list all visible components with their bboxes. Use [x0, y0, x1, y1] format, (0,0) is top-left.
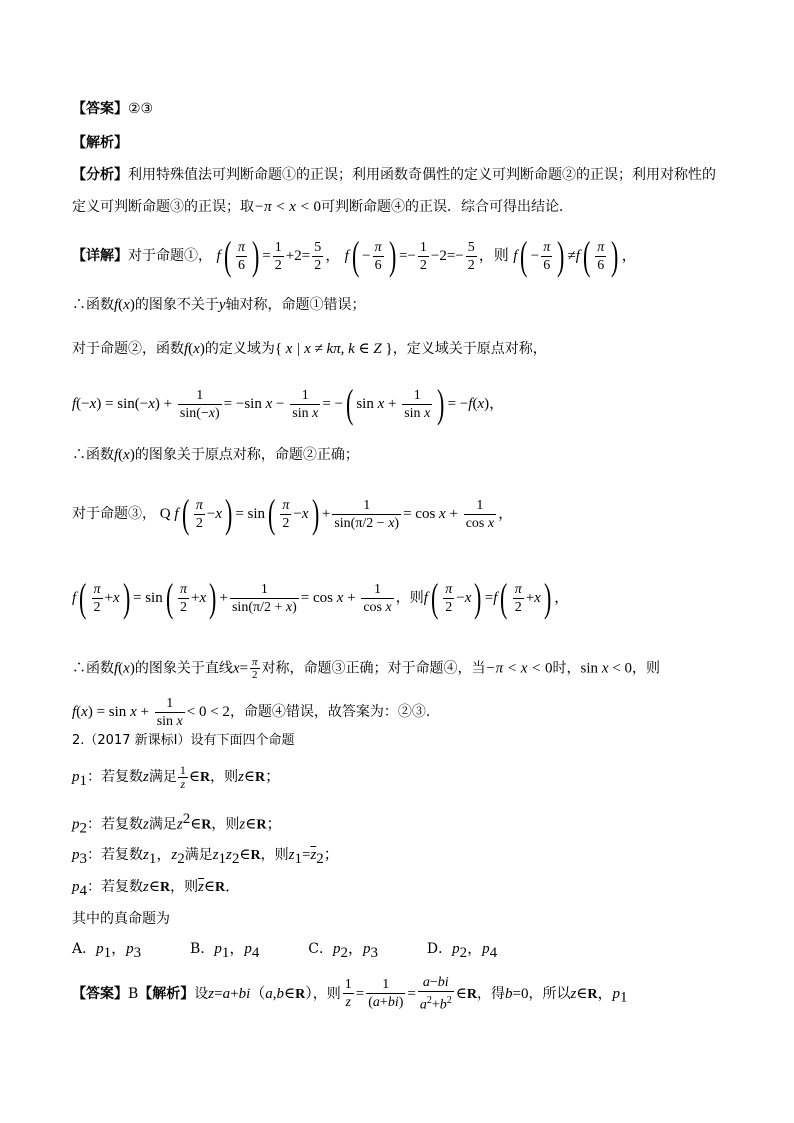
answer2-value: B — [128, 985, 139, 1002]
answer-1 — [72, 100, 153, 119]
s6-text4: ，则 — [631, 660, 660, 677]
q2-p2: $p_2$：若复数z满足$z^2\in R$，则z∈R； — [72, 811, 282, 837]
answer2-text3: ，得 — [476, 985, 505, 1002]
p2-text: ：若复数 — [87, 816, 143, 833]
xiangjie-prefix: 对于命题①， — [128, 248, 212, 264]
answer-2: 【答案】B【解析】设z=a+bi（a,b∈R），则 $\frac{1}{z}$ = $\frac{1}{(a+bi)}$ = $\frac{a-bi}{a^2+b^2}$ ∈R，得b=0，所以z∈R，$p_1$ — [72, 975, 628, 1013]
s1-text2: 轴对称，命题①错误； — [225, 297, 366, 313]
s2-text2: 的定义域为 — [204, 341, 275, 357]
answer2-text1: 设 — [194, 985, 209, 1002]
option-b[interactable]: B．$p_1$，$p_4$ — [190, 941, 260, 961]
q2-title: 2.（2017 新课标Ⅰ）设有下面四个命题 — [72, 733, 295, 748]
fenxi-label: 【分析】 — [72, 168, 128, 183]
s6-text2: 对称，命题③正确；对于命题④，当 — [261, 660, 486, 677]
s2-text: 对于命题②，函数 — [72, 341, 184, 357]
xiangjie-label: 【详解】 — [72, 249, 128, 264]
fenxi-text-1: 利用特殊值法可判断命题①的正误；利用函数奇偶性的定义可判断命题②的正误；利用对称性的 — [128, 167, 716, 183]
fenxi-text-2a: 定义可判断命题③的正误；取 — [72, 199, 254, 215]
fenxi-line-2: 定义可判断命题③的正误；取−π < x < 0可判断命题④的正误．综合可得出结论． — [72, 199, 574, 215]
q2-options — [72, 940, 497, 962]
q2-true-props: 其中的真命题为 — [72, 911, 170, 927]
option-c[interactable]: C．$p_2$，$p_3$ — [308, 941, 378, 961]
s2-line: 对于命题②，函数f(x)的定义域为{ x | x ≠ kπ, k ∈ Z }，定义域关于原点对称， — [72, 341, 547, 357]
answer2-label2: 【解析】 — [138, 986, 195, 1002]
s3-line: ∴函数f(x)的图象关于原点对称，命题②正确； — [72, 447, 359, 463]
s7-text: ，命题④错误，故答案为：②③． — [229, 704, 440, 720]
option-a[interactable]: A．$p_1$，$p_3$ — [72, 941, 142, 961]
fenxi-line-1 — [72, 166, 716, 185]
q2-p1: $p_1$：若复数z满足 $\frac{1}{z}$ ∈R，则z∈R； — [72, 762, 281, 791]
s5-text: ，则 — [395, 590, 424, 606]
p3-text-c: ，则 — [260, 847, 289, 863]
s6-text: 的图象关于直线 — [134, 660, 233, 677]
p2-text-c: ，则 — [211, 816, 240, 833]
s4-text: 对于命题③， — [72, 506, 156, 522]
q2-p4: $p_4$：若复数z∈R，则$\overline{z}\in R$． — [72, 879, 241, 899]
p1-text-b: 满足 — [148, 769, 177, 785]
math: −π < x < — [254, 199, 314, 215]
answer2-text2: ，则 — [312, 985, 341, 1002]
p2-text-b: 满足 — [148, 816, 177, 833]
s6-line: ∴函数f(x)的图象关于直线x= $\frac{\pi}{2}$ 对称，命题③正确；对于命题④，当−π < x < 0时，sin x < 0，则 — [72, 656, 660, 681]
s7-line: f(x) = sin x + $\frac{1}{\text{sin x}}$ < 0 < 2，命题④错误，故答案为：②③． — [72, 695, 440, 729]
s4-line: 对于命题③， Q f( $\frac{\pi}{2}$ −x) = sin( $\frac{\pi}{2}$ −x) + $\frac{1}{\sin(\pi/2 - x)}$ = cos x + $\frac{1}{\text{cos x}}$ ， — [72, 491, 514, 536]
s3-text: 的图象关于原点对称，命题②正确； — [134, 447, 359, 463]
xiangjie-line: 【详解】对于命题①， f( $\frac{\pi}{6}$ ) = $\frac{1}{2}$ +2= $\frac{5}{2}$ ， f( − $\frac{\pi}{6}$ ) =− $\frac{1}{2}$ −2=− $\frac{5}{2}$ ，则 f( − $\frac{\pi}{6}$ ) ≠f( $\frac{\pi}{6}$ ) ， — [72, 233, 637, 278]
p3-text-b: 满足 — [184, 847, 213, 863]
q2-p3: $p_3$：若复数$z_1$，$z_2$满足$z_1z_2\in R$，则$z_1=\overline{z}_2$； — [72, 847, 339, 867]
therefore-3: ∴函数 — [72, 660, 114, 677]
answer2-text4: ，所以 — [528, 985, 571, 1002]
s2-text3: ，定义域关于原点对称， — [392, 341, 547, 357]
s5-line: f( $\frac{\pi}{2}$ +x) = sin( $\frac{\pi}{2}$ +x) + $\frac{1}{\sin(\pi/2 + x)}$ = cos x + $\frac{1}{\text{cos x}}$ ，则f( $\frac{\pi}{2}$ −x) =f( $\frac{\pi}{2}$ +x) ， — [72, 575, 570, 620]
analysis-label: 【解析】 — [72, 136, 128, 151]
option-d[interactable]: D．$p_2$，$p_4$ — [426, 941, 498, 961]
p1-text-c: ，则 — [210, 769, 239, 785]
therefore-1: ∴函数 — [72, 297, 114, 313]
s1-text: 的图象不关于 — [134, 297, 219, 313]
p1-text: ：若复数 — [87, 769, 143, 785]
answer-value: ②③ — [128, 101, 154, 117]
s2-formula: f(−x) = sin(−x) + $\frac{1}{\sin(-x)}$ = −sin x − $\frac{1}{\text{sin x}}$ = −( sin x + $\frac{1}{\text{sin x}}$ ) = −f(x)， — [72, 381, 505, 426]
s6-text3: 时， — [552, 660, 581, 677]
p4-text-c: ，则 — [170, 879, 199, 895]
p4-text: ：若复数 — [87, 879, 143, 895]
s1-line: ∴函数f(x)的图象不关于y轴对称，命题①错误； — [72, 297, 366, 313]
p3-text: ：若复数 — [87, 847, 143, 863]
answer-label: 【答案】 — [72, 102, 128, 117]
therefore-2: ∴函数 — [72, 447, 114, 463]
fenxi-text-2b: 可判断命题④的正误．综合可得出结论． — [321, 199, 574, 215]
analysis-1 — [72, 134, 128, 153]
answer2-label: 【答案】 — [72, 986, 128, 1002]
